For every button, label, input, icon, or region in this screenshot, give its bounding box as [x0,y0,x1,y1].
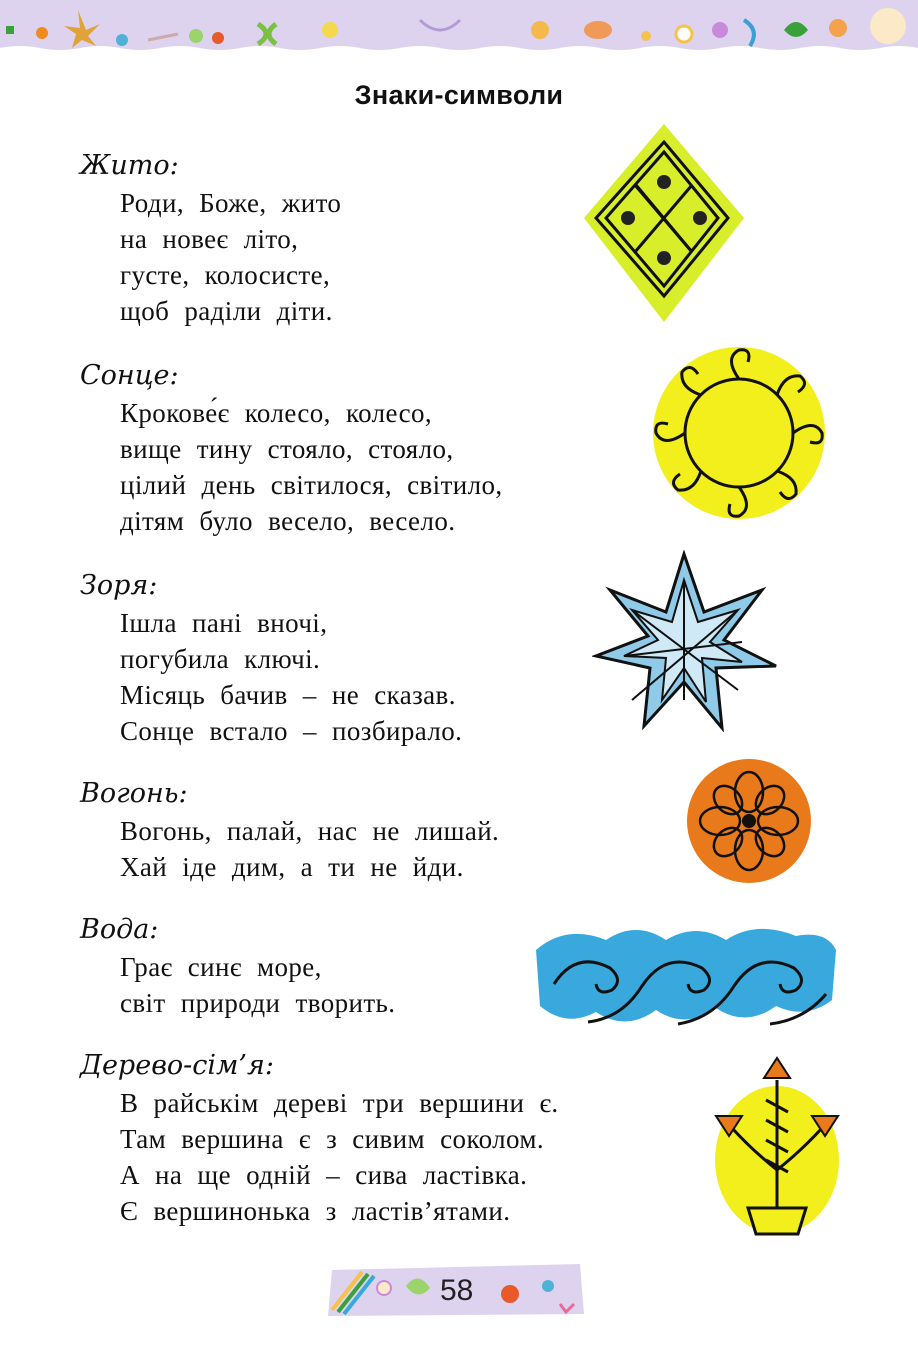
poem-line: погубила ключі. [120,644,321,674]
poem-line: вище тину стояло, стояло, [120,434,454,464]
poem-line: дітям було весело, весело. [120,506,456,536]
section-heading-tree: Дерево-сім’я: [80,1050,274,1081]
poem-line: Є вершинонька з ластів’ятами. [120,1196,511,1226]
section-heading-fire: Вогонь: [80,778,188,809]
poem-line: А на ще одній – сива ластівка. [120,1160,528,1190]
star-icon [592,550,778,732]
poem-line: В райськім дереві три вершини є. [120,1088,559,1118]
water-waves-icon [526,910,842,1040]
poem-line: на новеє літо, [120,224,299,254]
poem-line: світ природи творить. [120,988,396,1018]
fire-flower-icon [684,756,814,886]
sun-icon [644,338,834,528]
page-number: 58 [440,1274,474,1307]
page-title: Знаки-символи [354,80,564,110]
section-heading-star: Зоря: [80,570,158,601]
poem-line: Там вершина є з сивим соколом. [120,1124,545,1154]
poem-line: Ішла пані вночі, [120,608,328,638]
poem-line: Грає синє море, [120,952,322,982]
poem-line: Роди, Боже, жито [120,188,342,218]
poem-line: цілий день світилося, світило, [120,470,503,500]
rye-diamond-icon [578,118,748,328]
poem-line: Місяць бачив – не сказав. [120,680,456,710]
decorative-top-border [0,0,918,54]
poem-line: Крокове́є колесо, колесо, [120,398,433,428]
section-heading-rye: Жито: [80,150,179,181]
poem-line: Сонце встало – позбирало. [120,716,463,746]
decorative-border-ornaments-icon [0,0,918,54]
section-heading-water: Вода: [80,914,159,945]
section-heading-sun: Сонце: [80,360,179,391]
family-tree-icon [702,1050,852,1240]
poem-line: густе, колосисте, [120,260,331,290]
poem-line: Хай іде дим, а ти не йди. [120,852,464,882]
poem-line: щоб раділи діти. [120,296,333,326]
poem-line: Вогонь, палай, нас не лишай. [120,816,500,846]
